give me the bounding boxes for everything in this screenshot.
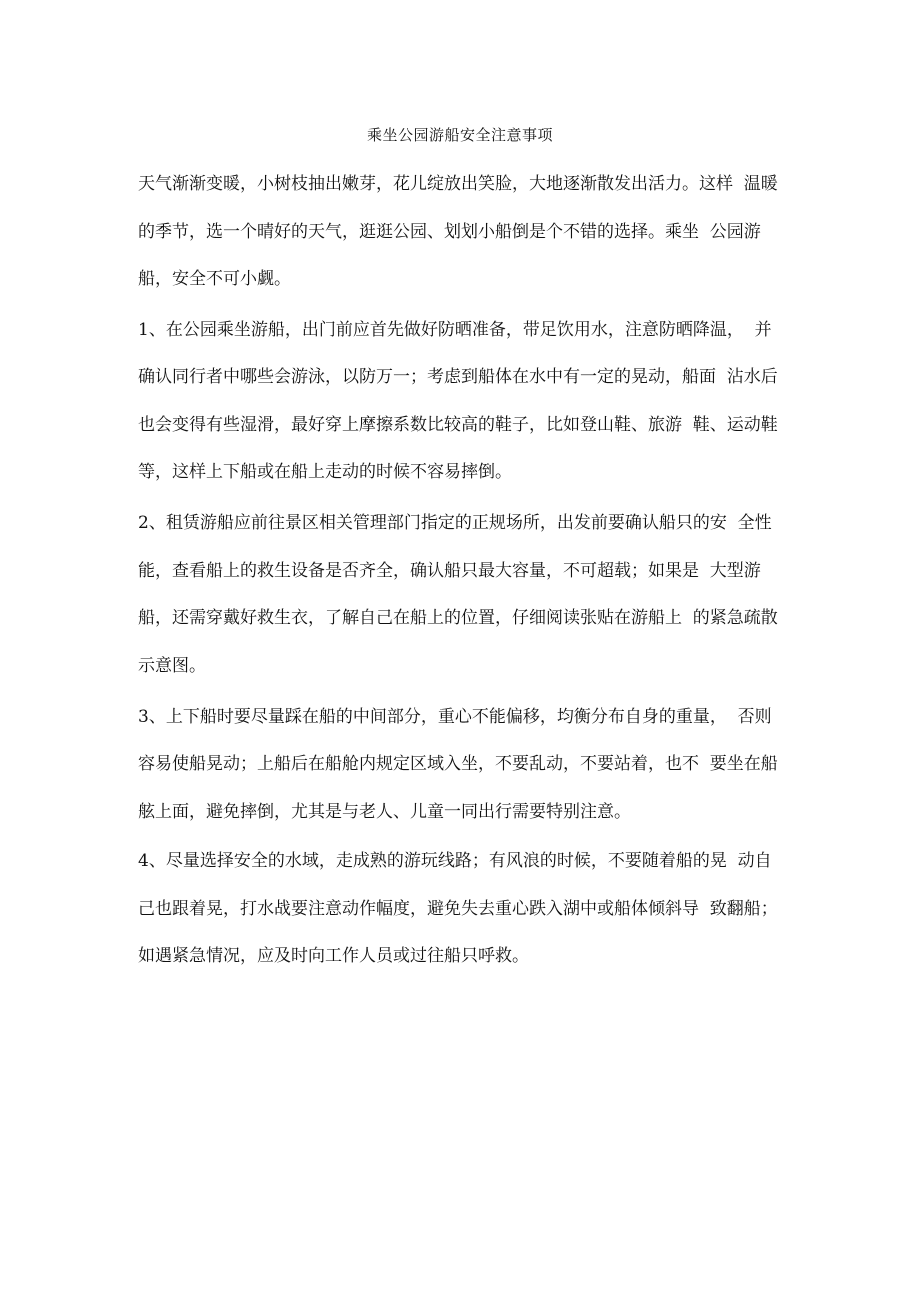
text-line: 能，查看船上的救生设备是否齐全，确认船只最大容量，不可超载；如果是 大型游 [138,561,761,581]
text-line: 确认同行者中哪些会游泳，以防万一；考虑到船体在水中有一定的晃动，船面 沾水后 [138,367,778,387]
text-line: 示意图。 [138,656,206,676]
text-line: 2、租赁游船应前往景区相关管理部门指定的正规场所，出发前要确认船只的安 全性 [138,513,772,533]
document-title: 乘坐公园游船安全注意事项 [366,126,553,144]
text-line: 也会变得有些湿滑，最好穿上摩擦系数比较高的鞋子，比如登山鞋、旅游 鞋、运动鞋 [138,415,778,435]
text-line: 容易使船晃动；上船后在船舱内规定区域入坐，不要乱动，不要站着，也不 要坐在船 [138,754,778,774]
text-line: 船，安全不可小觑。 [138,269,291,289]
text-line: 如遇紧急情况，应及时向工作人员或过往船只呼救。 [138,946,529,966]
text-line: 舷上面，避免摔倒，尤其是与老人、儿童一同出行需要特别注意。 [138,802,631,822]
text-line: 天气渐渐变暖，小树枝抽出嫩芽，花儿绽放出笑脸，大地逐渐散发出活力。这样 温暖 [138,174,778,194]
text-line: 等，这样上下船或在船上走动的时候不容易摔倒。 [138,462,512,482]
text-line: 1、在公园乘坐游船，出门前应首先做好防晒准备，带足饮用水，注意防晒降温， 并 [138,320,772,340]
text-line: 4、尽量选择安全的水域，走成熟的游玩线路；有风浪的时候，不要随着船的晃 动自 [138,851,772,871]
text-line: 己也跟着晃，打水战要注意动作幅度，避免失去重心跌入湖中或船体倾斜导 致翻船； [138,899,778,919]
text-line: 的季节，选一个晴好的天气，逛逛公园、划划小船倒是个不错的选择。乘坐 公园游 [138,222,761,242]
text-line: 3、上下船时要尽量踩在船的中间部分，重心不能偏移，均衡分布自身的重量， 否则 [138,707,772,727]
text-line: 船，还需穿戴好救生衣，了解自己在船上的位置，仔细阅读张贴在游船上 的紧急疏散 [138,608,778,628]
